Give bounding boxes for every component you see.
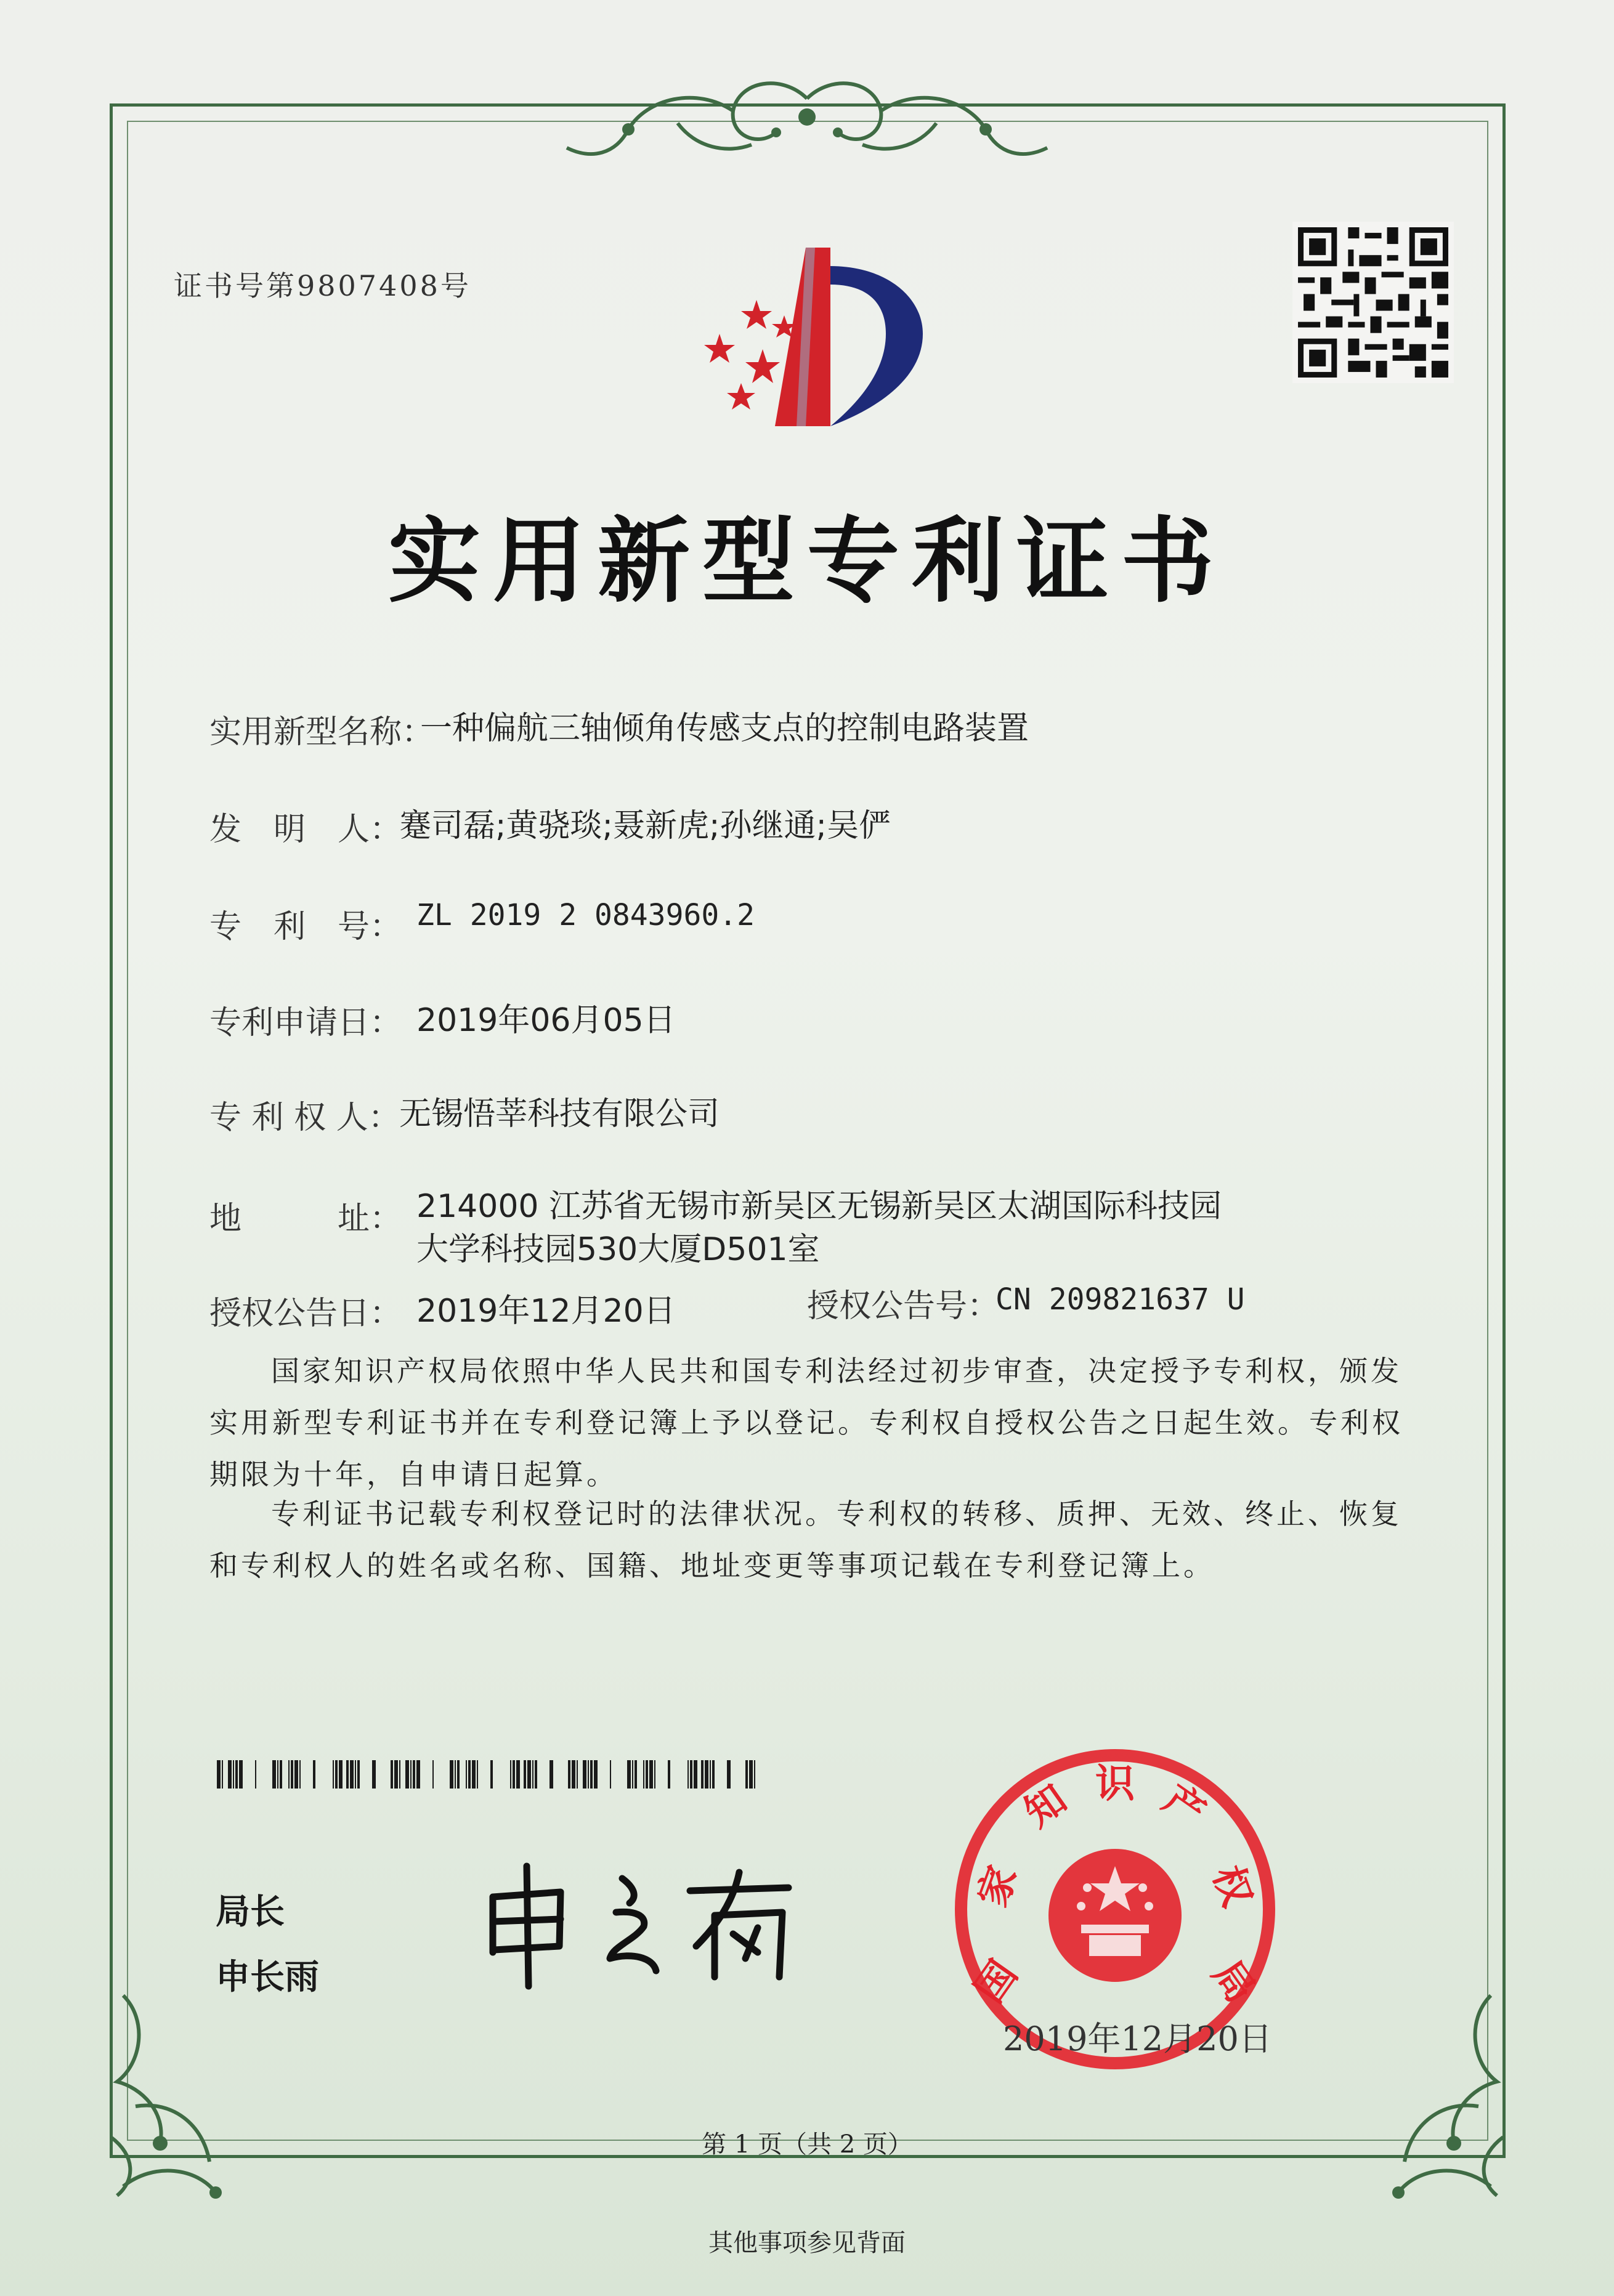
svg-text:权: 权 [1204, 1860, 1260, 1913]
certificate-number: 证书号第9807408号 [174, 269, 471, 302]
qr-code-icon [1292, 222, 1454, 383]
seal-date: 2019年12月20日 [1003, 2019, 1272, 2058]
back-notice: 其他事项参见背面 [708, 2229, 906, 2257]
svg-text:识: 识 [1095, 1761, 1135, 1807]
statement-paragraph-1: 国家知识产权局依照中华人民共和国专利法经过初步审查，决定授予专利权，颁发实用新型专利证书并在专利登记簿上予以登记。专利权自授权公告之日起生效。专利权期限为十年，自申请日起算。 [209, 1354, 1403, 1491]
statement-paragraph-2: 专利证书记载专利权登记时的法律状况。专利权的转移、质押、无效、终止、恢复和专利权人的姓名或名称、国籍、地址变更等事项记载在专利登记簿上。 [209, 1497, 1402, 1582]
director-name: 申长雨 [216, 1957, 319, 1997]
svg-text:国: 国 [967, 1952, 1027, 2011]
corner-ornament-icon [99, 1983, 302, 2205]
svg-text:知: 知 [1016, 1776, 1076, 1837]
field-value-address: 214000 江苏省无锡市新吴区无锡新吴区太湖国际科技园 [416, 1188, 1222, 1225]
grant-number-value: CN 209821637 U [996, 1282, 1245, 1317]
grant-number-label: 授权公告号： [807, 1288, 1000, 1325]
field-label-name: 实用新型名称： [209, 714, 434, 751]
page-indicator: 第 1 页（共 2 页） [702, 2130, 912, 2159]
cnipa-logo-icon [683, 241, 929, 426]
field-value-address-line2: 大学科技园530大厦D501室 [416, 1231, 820, 1268]
field-label-application-date: 专利申请日： [209, 1004, 402, 1041]
field-value-application-date: 2019年06月05日 [416, 1002, 676, 1039]
grant-date-label: 授权公告日： [209, 1295, 402, 1332]
field-value-inventors: 蹇司磊;黄骁琰;聂新虎;孙继通;吴俨 [399, 807, 891, 844]
svg-text:家: 家 [970, 1860, 1026, 1913]
field-value-patentee: 无锡悟莘科技有限公司 [399, 1096, 720, 1133]
svg-text:产: 产 [1154, 1776, 1214, 1837]
director-title: 局长 [216, 1892, 285, 1932]
field-label-inventors: 发 明 人： [209, 811, 402, 848]
field-value-name: 一种偏航三轴倾角传感支点的控制电路装置 [420, 710, 1029, 747]
handwritten-signature [468, 1854, 813, 1995]
field-label-patent-number: 专 利 号： [209, 908, 402, 945]
field-label-address: 地 址： [209, 1200, 402, 1237]
grant-date-value: 2019年12月20日 [416, 1293, 676, 1330]
corner-ornament-icon [1312, 1983, 1515, 2205]
barcode-icon [217, 1760, 760, 1789]
certificate-title: 实用新型专利证书 [387, 508, 1226, 615]
field-value-patent-number: ZL 2019 2 0843960.2 [416, 898, 755, 932]
svg-text:局: 局 [1203, 1952, 1263, 2011]
field-label-patentee: 专 利 权 人： [209, 1099, 400, 1136]
top-ornament-icon [554, 74, 1060, 179]
